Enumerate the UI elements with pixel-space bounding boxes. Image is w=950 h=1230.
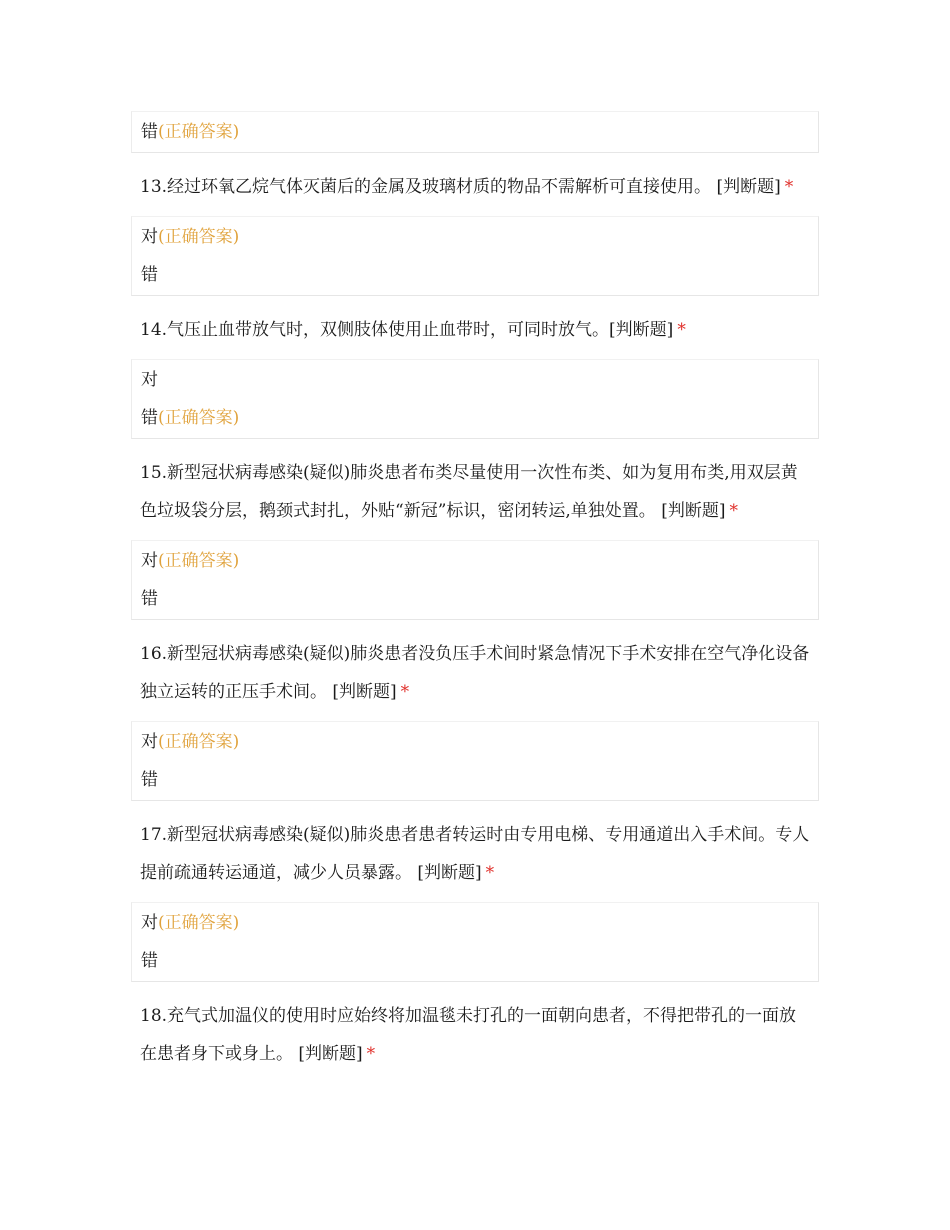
required-asterisk: * — [485, 863, 495, 883]
question-stem: 14.气压止血带放气时，双侧肢体使用止血带时，可同时放气。[判断题] — [140, 320, 674, 340]
question-text — [131, 306, 819, 352]
question-stem: 18.充气式加温仪的使用时应始终将加温毯未打孔的一面朝向患者，不得把带孔的一面放在患者身下或身上。 [判断题] — [140, 1006, 797, 1064]
option-2[interactable] — [141, 256, 818, 294]
option-label: 错 — [141, 770, 158, 790]
question-block — [131, 630, 819, 801]
option-1[interactable] — [141, 113, 818, 151]
option-1[interactable] — [141, 218, 818, 256]
question-text — [131, 449, 819, 533]
option-2[interactable] — [141, 399, 818, 437]
option-1[interactable] — [141, 361, 818, 399]
question-text — [131, 992, 819, 1076]
options-box — [131, 111, 819, 153]
required-asterisk: * — [366, 1044, 376, 1064]
option-2[interactable] — [141, 580, 818, 618]
questionnaire-page — [131, 111, 819, 1086]
option-1[interactable] — [141, 723, 818, 761]
correct-answer-tag: (正确答案) — [158, 551, 240, 571]
question-stem: 16.新型冠状病毒感染(疑似)肺炎患者没负压手术间时紧急情况下手术安排在空气净化设备独立运转的正压手术间。 [判断题] — [140, 644, 810, 702]
correct-answer-tag: (正确答案) — [158, 913, 240, 933]
required-asterisk: * — [400, 682, 410, 702]
question-block — [131, 163, 819, 296]
option-label: 错 — [141, 408, 158, 428]
previous-question-options — [131, 111, 819, 153]
option-label: 对 — [141, 370, 158, 390]
correct-answer-tag: (正确答案) — [158, 122, 240, 142]
question-block — [131, 992, 819, 1076]
question-stem: 17.新型冠状病毒感染(疑似)肺炎患者患者转运时由专用电梯、专用通道出入手术间。专人提前疏通转运通道，减少人员暴露。 [判断题] — [140, 825, 810, 883]
option-2[interactable] — [141, 942, 818, 980]
required-asterisk: * — [784, 177, 794, 197]
option-label: 对 — [141, 551, 158, 571]
options-box — [131, 359, 819, 439]
question-list — [131, 163, 819, 1076]
options-box — [131, 216, 819, 296]
question-block — [131, 306, 819, 439]
question-block — [131, 811, 819, 982]
option-label: 错 — [141, 122, 158, 142]
options-box — [131, 540, 819, 620]
required-asterisk: * — [729, 501, 738, 521]
option-label: 对 — [141, 732, 158, 752]
correct-answer-tag: (正确答案) — [158, 408, 240, 428]
option-label: 错 — [141, 951, 158, 971]
option-label: 对 — [141, 227, 158, 247]
options-box — [131, 721, 819, 801]
question-block — [131, 449, 819, 620]
required-asterisk: * — [677, 320, 686, 340]
question-stem: 15.新型冠状病毒感染(疑似)肺炎患者布类尽量使用一次性布类、如为复用布类,用双层黄色垃圾袋分层，鹅颈式封扎，外贴“新冠”标识，密闭转运,单独处置。 [判断题] — [140, 463, 798, 521]
option-2[interactable] — [141, 761, 818, 799]
correct-answer-tag: (正确答案) — [158, 732, 240, 752]
options-box — [131, 902, 819, 982]
option-label: 错 — [141, 589, 158, 609]
option-1[interactable] — [141, 542, 818, 580]
question-text — [131, 163, 819, 209]
question-stem: 13.经过环氧乙烷气体灭菌后的金属及玻璃材质的物品不需解析可直接使用。 [判断题] — [140, 177, 781, 197]
question-text — [131, 630, 819, 714]
option-label: 错 — [141, 265, 158, 285]
question-text — [131, 811, 819, 895]
correct-answer-tag: (正确答案) — [158, 227, 240, 247]
option-1[interactable] — [141, 904, 818, 942]
option-label: 对 — [141, 913, 158, 933]
